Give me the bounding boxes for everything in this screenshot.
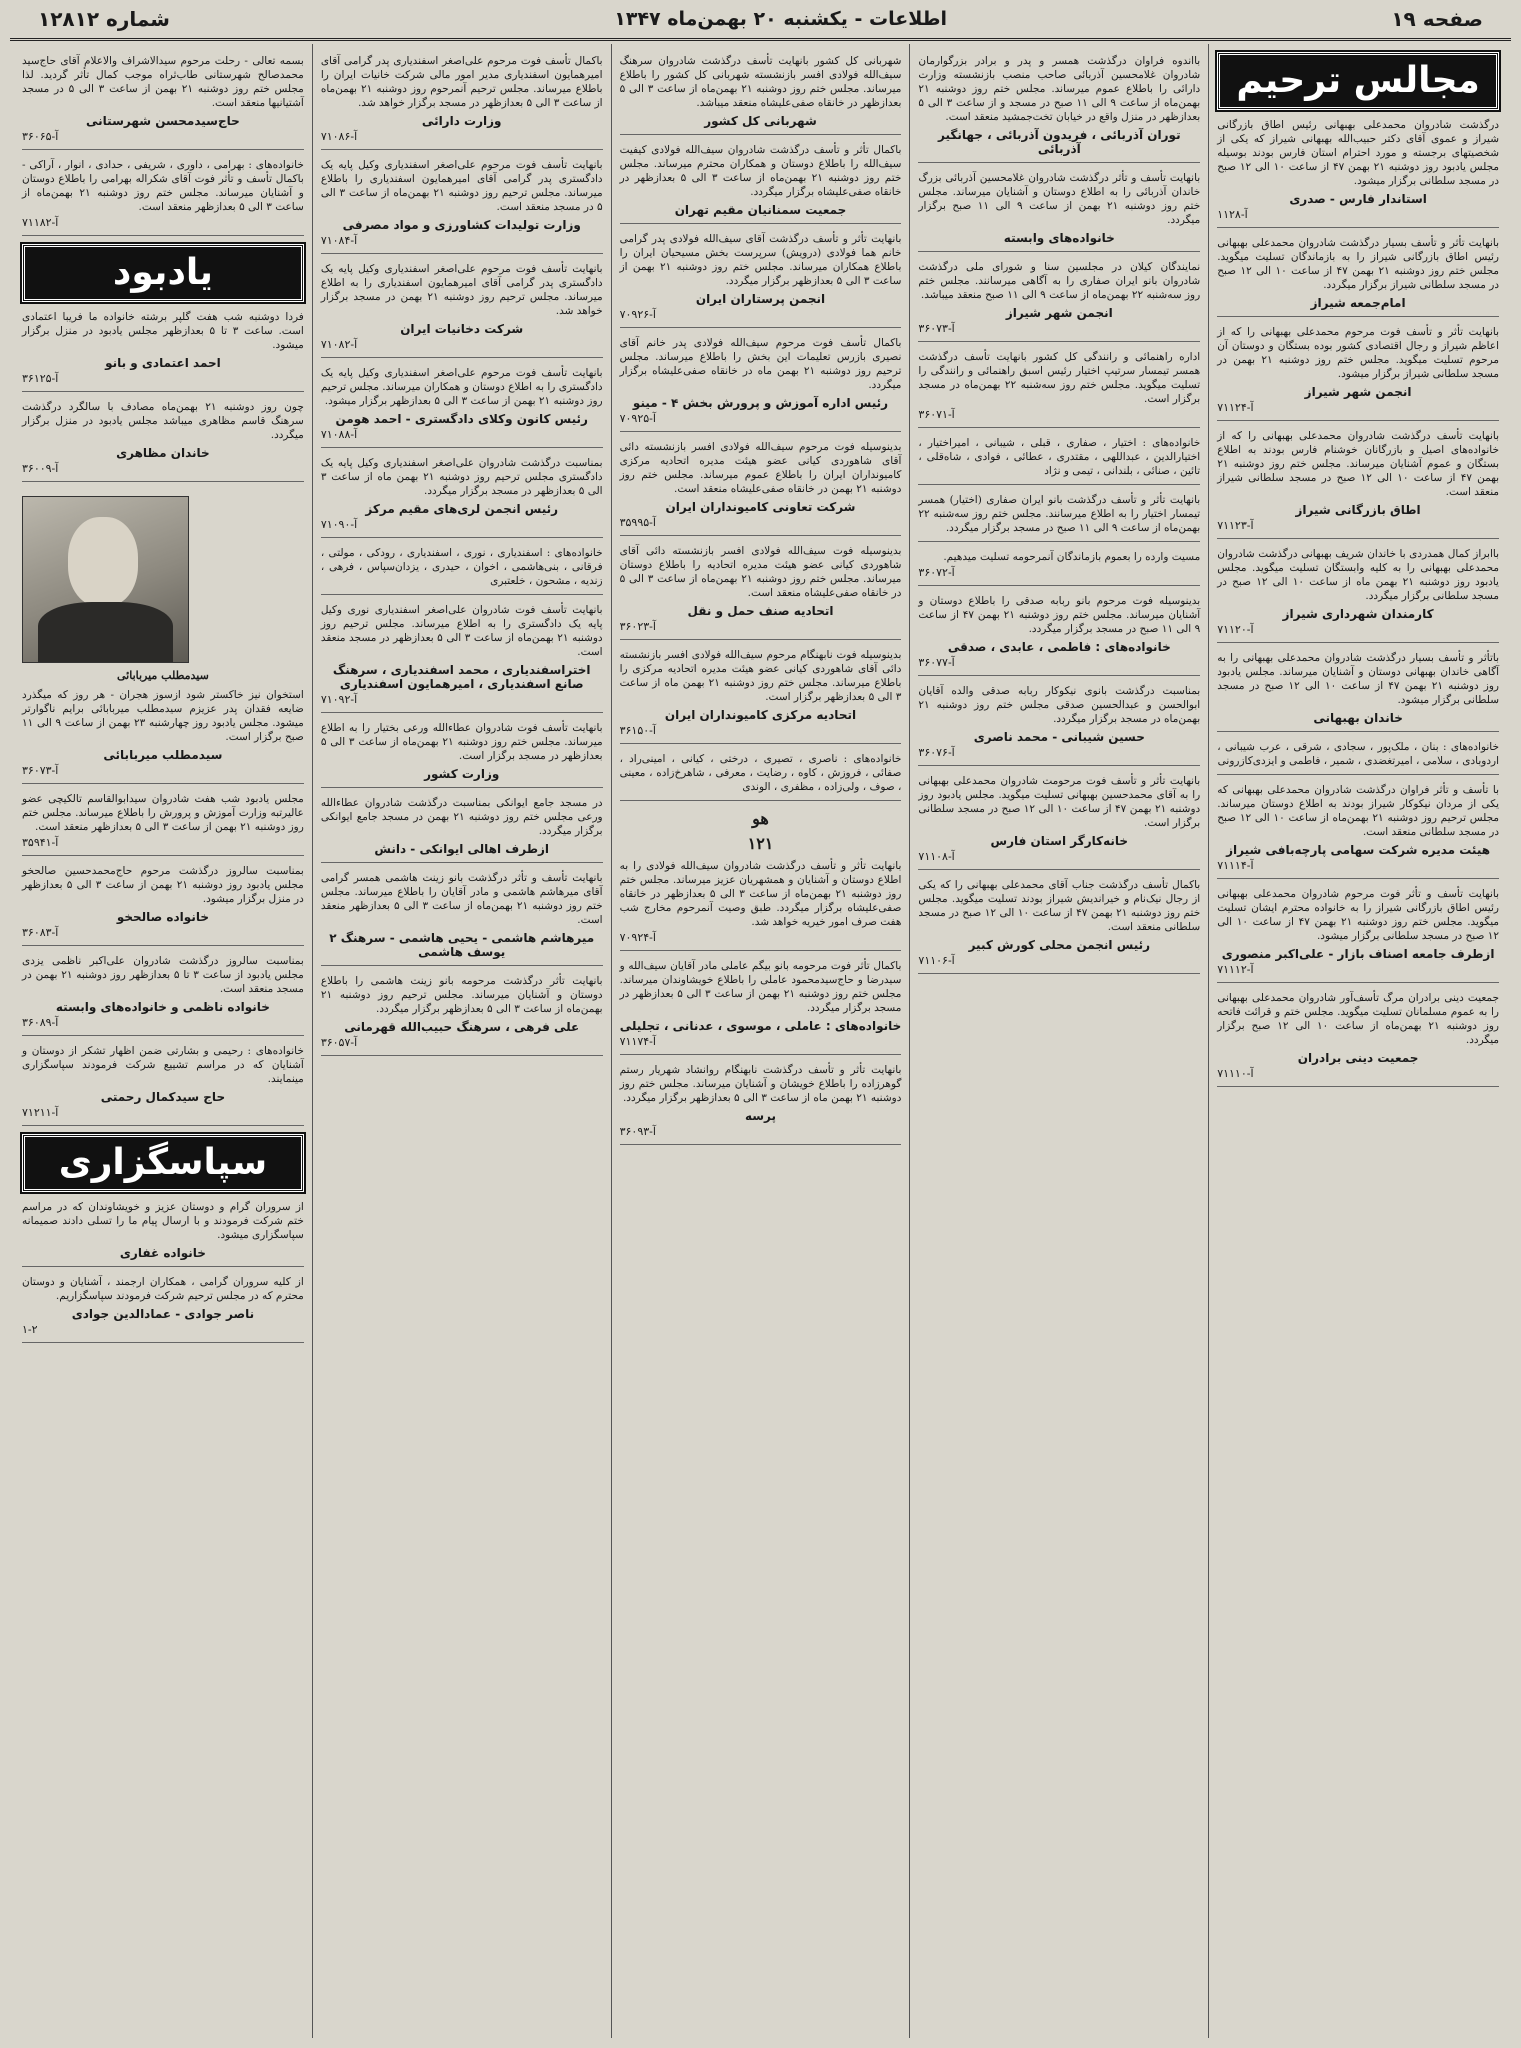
page-number: صفحه ۱۹: [1391, 7, 1483, 31]
notice-signature: شهربانی کل کشور: [704, 114, 817, 128]
notice-signature: امام‌جمعه شیراز: [1310, 296, 1406, 310]
notice: [321, 366, 603, 448]
notice-body: بانهایت تأسف و تأثر درگذشت بانو زینت هاشمی همسر گرامی آقای میرهاشم هاشمی و مادر آقایان را باطلاع میرساند. مجلس ختم روز دوشنبه ۲۱ بهمن‌ماه از ساعت ۳ الی ۵ بعدازظهر منعقد است.: [320, 872, 603, 926]
notice: [620, 648, 902, 744]
notice-body: از سروران گرام و دوستان عزیز و خویشاوندان که در مراسم ختم شرکت فرمودند و با ارسال پیام ما را تسلی دادند صمیمانه سپاسگزاری میشود.: [22, 1201, 304, 1241]
notice-code: ۳۶۰۸۳-آ: [22, 926, 59, 939]
notice-signature: انجمن پرستاران ایران: [695, 292, 826, 306]
notice: [321, 974, 603, 1056]
column-5: [14, 44, 312, 2038]
notice-body: بانهایت تأثر و تأسف درگذشت نابهنگام روانشاد شهریار رستم گوهرزاده را باطلاع خویشان و آشنایان میرساند. مجلس ختم روز دوشنبه ۲۱ بهمن ماه از ساعت ۳ الی ۵ بعدازظهر برگزار میگردد.: [619, 1064, 902, 1104]
notice-signature: رئیس کانون وکلای دادگستری - احمد هومن: [335, 412, 588, 426]
notice: [1217, 740, 1499, 775]
notice-body: بانهایت تأثر درگذشت مرحومه بانو زینت هاشمی را باطلاع دوستان و آشنایان میرساند. مجلس ترحیم روز دوشنبه ۲۱ بهمن‌ماه از ساعت ۳ الی ۵ بعدازظهر برگزار میگردد.: [320, 975, 603, 1015]
notice-body: بانهایت تأسف فوت مرحوم علی‌اصغر اسفندیاری وکیل پایه یک دادگستری را به اطلاع دوستان و همکاران میرساند. مجلس ترحیم روز دوشنبه ۲۱ بهمن از ساعت ۳ الی ۵ بعدازظهر برگزار میشود.: [320, 367, 603, 407]
notice-body: باتأثر و تأسف بسیار درگذشت شادروان محمدعلی بهبهانی را به آگاهی خاندان بهبهانی دوستان و آشنایان میرساند. مجلس یادبود روز دوشنبه ۲۱ بهمن ۴۷ از ساعت ۱۰ الی ۱۲ صبح در مسجد سلطانی برگزار میشود.: [1217, 652, 1500, 706]
notice: [321, 546, 603, 595]
notice-body: استخوان نیز خاکستر شود ازسوز هجران - هر روز که میگذرد ضایعه فقدان پدر عزیزم سیدمطلب میربابائی برایم ناگوارتر میشود. مجلس یادبود روز چهارشنبه ۲۳ بهمن از ساعت ۹ الی ۱۱ صبح برگزار است.: [22, 689, 304, 743]
notice-code: ۷۱۱۲۳-آ: [1217, 519, 1254, 532]
notice: [22, 54, 304, 150]
notice-signature: شرکت دخانیات ایران: [400, 322, 524, 336]
notice-signature: احمد اعتمادی و بانو: [105, 356, 221, 370]
page-header: [10, 0, 1511, 41]
section-title-yadbood: یادبود: [22, 244, 304, 302]
portrait-photo: [22, 496, 189, 663]
notice: [1217, 429, 1499, 539]
notice: [321, 158, 603, 254]
notice: [918, 54, 1200, 163]
notice-code: ۳۶۱۲۵-آ: [22, 372, 59, 385]
notice-body: خانواده‌های : اختیار ، صفاری ، قبلی ، شیبانی ، امیراختیار ، اختیارالدین ، عبداللهی ، مقتدری ، عطائی ، فوادی ، شاه‌قلی ، تائین ، صنائی ، بلندانی ، تیمی و نژاد: [918, 437, 1201, 477]
notice-signature: وزارت کشور: [424, 767, 500, 781]
notice-code: ۷۱۲۱۱-آ: [22, 1106, 59, 1119]
notice-signature: خانواده‌های : فاطمی ، عابدی ، صدقی: [947, 640, 1171, 654]
notice-body: بانهایت تأثر و تأسف فوت مرحوم محمدعلی بهبهانی را که از اعاظم شیراز و رجال اقتصادی کشور بوده بستگان و دوستان آن مرحوم تسلیت میگوید. مجلس ختم روز دوشنبه ۲۱ بهمن در مسجد سلطانی شیراز برگزار میشود.: [1217, 326, 1499, 380]
notice-body: باکمال تأثر فوت مرحومه بانو بیگم عاملی مادر آقایان سیف‌الله و سیدرضا و حاج‌سیدمحمود عاملی را باطلاع خویشاوندان میرساند. مجلس ختم روز دوشنبه ۲۱ بهمن از ساعت ۳ الی ۵ بعدازظهر در مسجد برگزار میگردد.: [619, 960, 902, 1014]
notice-body: جمعیت دینی برادران مرگ تأسف‌آور شادروان محمدعلی بهبهانی را به عموم مسلمانان تسلیت میگوید. مجلس ختم و قرائت فاتحه روز دوشنبه ۲۱ بهمن‌ماه از ساعت ۱۰ الی ۱۲ صبح برگزار میگردد.: [1217, 992, 1500, 1046]
notice-code: ۳۶۰۷۱-آ: [918, 408, 955, 421]
notice-body: بانهایت تأثر و تأسف درگذشت بانو ایران صفاری (اختیار) همسر تیمسار اختیار را به اطلاع میرسانند. مجلس ختم روز سه‌شنبه ۲۲ بهمن‌ماه از ساعت ۹ الی ۱۱ صبح در مسجد برگزار میگردد.: [918, 494, 1201, 534]
notice-signature: خاندان بهبهانی: [1313, 711, 1403, 725]
notice-code: ۷۱۰۸۸-آ: [320, 428, 358, 441]
column-4: [312, 44, 611, 2038]
notice-signature: استاندار فارس - صدری: [1289, 192, 1427, 206]
notice-code: ۷۱۱۱۰-آ: [1217, 1067, 1254, 1080]
notice-body: باکمال تأسف فوت مرحوم سیف‌الله فولادی پدر خانم آقای نصیری بازرس تعلیمات این بخش را باطلاع میرساند. مجلس ترحیم روز دوشنبه ۲۱ بهمن ماه در خانقاه صفی‌علیشاه برگزار میگردد.: [619, 337, 902, 391]
notice-body: بمناسبت درگذشت بانوی نیکوکار ربابه صدقی والده آقایان ابوالحسن و عبدالحسین صدقی مجلس ختم روز دوشنبه ۲۱ بهمن‌ماه در مسجد برگزار میگردد.: [918, 685, 1201, 725]
notice-body: بانهایت تأسف و تأثر درگذشت شادروان غلامحسین آذربائی بزرگ خاندان آذربائی را به اطلاع دوستان و آشنایان میرساند. مجلس ختم روز دوشنبه ۲۱ بهمن از ساعت ۹ الی ۱۱ صبح برگزار میگردد.: [918, 172, 1201, 226]
notice-body: مسیت وارده را بعموم بازماندگان آنمرحومه تسلیت میدهیم.: [943, 551, 1201, 563]
notice-signature: خانه‌کارگر استان فارس: [990, 834, 1129, 848]
notice-body: بدینوسیله فوت سیف‌الله فولادی افسر بازنشسته دائی آقای شاهوردی کیانی عضو هیئت مدیره اتحادیه را باطلاع دوستان میرساند. مجلس ختم روز دوشنبه ۲۱ بهمن‌ماه از ساعت ۳ الی ۵ در خانقاه صفی‌علیشاه منعقد است.: [619, 545, 902, 599]
notice: [918, 550, 1200, 586]
notice-code: ۷۱۰۹۲-آ: [320, 693, 358, 706]
notice-signature: انجمن شهر شیراز: [1304, 385, 1412, 399]
notice: [22, 1200, 304, 1267]
notice-code: ۱۱۲۸-آ: [1217, 208, 1248, 221]
notice-signature: رئیس انجمن محلی کورش کبیر: [968, 938, 1151, 952]
notice-body: بمناسبت سالروز درگذشت شادروان علی‌اکبر ناظمی یزدی مجلس یادبود از ساعت ۳ تا ۵ بعدازظهر روز دوشنبه ۲۱ بهمن در مسجد منعقد است.: [22, 955, 304, 995]
notice-body: باکمال تأسف فوت مرحوم علی‌اصغر اسفندیاری پدر گرامی آقای امیرهمایون اسفندیاری مدیر امور مالی شرکت خانیات ایران را باطلاع میرساند. مجلس ترحیم آنمرحوم روز دوشنبه ۲۱ بهمن‌ماه از ساعت ۳ الی ۵ بعدازظهر در مسجد برگزار خواهد شد.: [320, 55, 603, 109]
notice-body: بااندوه فراوان درگذشت همسر و پدر و برادر بزرگوارمان شادروان غلامحسین آذربائی صاحب منصب بازنشسته وزارت دارائی را باطلاع عموم میرساند. مجلس ختم روز دوشنبه ۲۱ بهمن‌ماه از ساعت ۹ الی ۱۱ صبح در مسجد و از ساعت ۳ الی ۵ بعدازظهر در منزل واقع در خیابان تخت‌جمشید منعقد است.: [918, 55, 1201, 123]
portrait-suit: [38, 602, 173, 662]
notice-body: در مسجد جامع ایوانکی بمناسبت درگذشت شادروان عطاءالله ورعی مجلس ختم روز دوشنبه ۲۱ بهمن در مسجد جامع ایوانکی برگزار میگردد.: [320, 797, 603, 837]
notice-code: ۳۶۰۰۹-آ: [22, 462, 59, 475]
notice: [321, 54, 603, 150]
notice-code: ۳۶۰۷۶-آ: [918, 746, 955, 759]
notice-code: ۳۶۱۵۰-آ: [619, 724, 656, 737]
notice-signature: خانواده‌های وابسته: [1003, 231, 1115, 245]
notice-body: بانهایت تأسف فوت مرحوم علی‌اصغر اسفندیاری وکیل پایه یک دادگستری پدر گرامی آقای امیرهمایون اسفندیاری را باطلاع میرساند. مجلس ترحیم روز دوشنبه ۲۱ بهمن‌ماه از ساعت ۳ الی ۵ در مسجد منعقد است.: [320, 159, 603, 213]
notice-signature: اطاق بازرگانی شیراز: [1295, 503, 1421, 517]
notice: [321, 871, 603, 966]
notice-code: ۷۰۹۲۴-آ: [619, 931, 656, 944]
notice-body: باکمال تأثر و تأسف درگذشت شادروان سیف‌الله فولادی کیفیت سیف‌الله را باطلاع دوستان و همکاران محترم میرساند. مجلس ختم روز دوشنبه ۲۱ بهمن‌ماه از ساعت ۳ الی ۵ بعدازظهر در خانقاه صفی‌علیشاه برگزار میگردد.: [619, 144, 902, 198]
notice-body: بانهایت تأثر و تأسف بسیار درگذشت شادروان محمدعلی بهبهانی رئیس اطاق بازرگانی شیراز را به بازماندگان تسلیت میگوید. مجلس ختم روز دوشنبه ۲۱ بهمن ۴۷ از ساعت ۱۰ الی ۱۲ صبح در مسجد سلطانی شیراز برگزار میگردد.: [1217, 237, 1499, 291]
columns: [14, 44, 1507, 2038]
notice-signature: اختراسفندیاری ، محمد اسفندیاری ، سرهنگ صانع اسفندیاری ، امیرهمایون اسفندیاری: [332, 663, 591, 691]
column-2: [909, 44, 1208, 2038]
notice-signature: شرکت تعاونی کامیونداران ایران: [665, 500, 856, 514]
notice: [918, 684, 1200, 766]
notice: [620, 752, 902, 801]
column-3: [611, 44, 910, 2038]
notice: [1217, 118, 1499, 228]
notice-body: بدینوسیله فوت مرحوم سیف‌الله فولادی افسر بازنشسته دائی آقای شاهوردی کیانی عضو هیئت مدیره اتحادیه مرکزی کامیونداران ایران را باطلاع عموم میرساند. مجلس ختم روز دوشنبه ۲۱ بهمن در خانقاه صفی‌علیشاه منعقد است.: [619, 441, 902, 495]
notice: [321, 456, 603, 538]
notice-body: خانواده‌های : بنان ، ملک‌پور ، سجادی ، شرقی ، عرب شیبانی ، اردوبادی ، سلامی ، امیرتغضدی ، شمیر ، فاطمی و ایزدی‌کازرونی: [1217, 741, 1499, 767]
notice: [1217, 547, 1499, 643]
notice: [321, 603, 603, 713]
notice: [22, 688, 304, 784]
notice-body: باکمال تأسف درگذشت جناب آقای محمدعلی بهبهانی را که یکی از رجال نیک‌نام و خیراندیش شیراز بودند تسلیت میگوید. مجلس ختم روز دوشنبه ۲۱ بهمن ۴۷ از ساعت ۱۰ الی ۱۲ صبح در مسجد سلطانی منعقد است.: [918, 879, 1201, 933]
notice: [620, 336, 902, 432]
column-1: [1208, 44, 1507, 2038]
notice-signature: توران آذربائی ، فریدون آذربائی ، جهانگیر آذربائی: [938, 128, 1181, 156]
notice: [918, 260, 1200, 342]
notice-body: مجلس یادبود شب هفت شادروان سیدابوالقاسم تالکیچی عضو عالیرتبه وزارت آموزش و پرورش را باطلاع میرساند. مجلس ختم روز دوشنبه ۲۱ بهمن از ساعت ۳ الی ۵ بعدازظهر منعقد است.: [22, 793, 304, 833]
notice-code: ۷۱۰۹۰-آ: [320, 518, 358, 531]
notice-body: بانهایت تأثر و تأسف درگذشت آقای سیف‌الله فولادی پدر گرامی خانم هما فولادی (درویش) سرپرست بخش مسیحیان ایران را باطلاع همکاران میرساند. مجلس ختم روز دوشنبه ۲۱ بهمن از ساعت ۳ الی ۵ بعدازظهر برگزار میگردد.: [619, 233, 902, 287]
notice-code: ۷۱۱۸۲-آ: [22, 216, 59, 229]
notice-signature: خانواده‌های : عاملی ، موسوی ، عدنانی ، تجلیلی: [619, 1019, 902, 1033]
notice-signature: حاج سیدکمال رحمتی: [100, 1090, 226, 1104]
notice: [918, 594, 1200, 676]
notice-code: ۳۶۰۵۷-آ: [320, 1036, 358, 1049]
notice-body: بانهایت تأسف درگذشت شادروان محمدعلی بهبهانی را که از خانواده‌های اصیل و بازرگانان خوشنام فارس بودند به اطلاع بستگان و عموم آشنایان میرساند. مجلس ختم روز دوشنبه ۲۱ بهمن ۴۷ از ساعت ۱۰ الی ۱۲ صبح در مسجد سلطانی شیراز منعقد است.: [1217, 430, 1500, 498]
invocation-heading: هو: [752, 809, 769, 828]
notice: [1217, 651, 1499, 732]
notice-code: ۷۱۱۲۴-آ: [1217, 401, 1254, 414]
notice-body: خانواده‌های : بهرامی ، داوری ، شریفی ، حدادی ، انوار ، آراکی - باکمال تأسف و تأثر فوت آقای شکراله بهرامی را باطلاع دوستان و آشنایان میرساند. مجلس ختم روز دوشنبه ۲۱ بهمن‌ماه از ساعت ۳ الی ۵ بعدازظهر منعقد است.: [22, 159, 304, 213]
notice-body: باابراز کمال همدردی با خاندان شریف بهبهانی درگذشت شادروان محمدعلی بهبهانی را به کلیه وابستگان تسلیت میگوید. مجلس یادبود روز دوشنبه ۲۱ بهمن ماه از ساعت ۱۰ الی ۱۲ صبح در مسجد سلطانی برگزار میگردد.: [1217, 548, 1499, 602]
notice-code: ۱-۲: [22, 1323, 38, 1336]
notice-code: ۳۶۰۷۲-آ: [918, 566, 955, 579]
notice: [620, 859, 902, 951]
notice-body: اداره راهنمائی و رانندگی کل کشور بانهایت تأسف درگذشت همسر تیمسار سرتیپ اختیار رئیس اسبق راهنمائی و رانندگی را تسلیت میگوید. مجلس ختم روز سه‌شنبه ۲۲ بهمن‌ماه در مسجد برگزار است.: [918, 351, 1201, 405]
portrait-head: [68, 517, 138, 607]
notice: [321, 796, 603, 863]
notice-signature: انجمن شهر شیراز: [1005, 306, 1113, 320]
notice: [22, 310, 304, 392]
notice-body: بدینوسیله فوت مرحوم بانو ربابه صدقی را باطلاع دوستان و آشنایان میرساند. مجلس ختم روز دوشنبه ۲۱ بهمن ۴۷ از ساعت ۹ الی ۱۱ صبح در مسجد برگزار میگردد.: [918, 595, 1201, 635]
notice-signature: سیدمطلب میربابائی: [103, 748, 223, 762]
notice-code: ۷۱۰۸۶-آ: [320, 130, 358, 143]
notice: [22, 1044, 304, 1126]
notice-body: از کلیه سروران گرامی ، همکاران ارجمند ، آشنایان و دوستان محترم که در مجلس ترحیم شرکت فرمودند سپاسگزاریم.: [22, 1276, 304, 1302]
notice-signature: ناصر جوادی - عمادالدین جوادی: [71, 1307, 255, 1321]
notice-code: ۷۱۰۸۲-آ: [320, 338, 358, 351]
notice-body: خانواده‌های : رحیمی و بشارتی ضمن اظهار تشکر از دوستان و آشنایان که در مراسم تشییع شرکت فرمودند سپاسگزاری مینمایند.: [22, 1045, 304, 1085]
notice-signature: حسین شیبانی - محمد ناصری: [973, 730, 1145, 744]
invocation-number: ۱۲۱: [747, 834, 774, 853]
notice-code: ۷۱۱۰۶-آ: [918, 954, 955, 967]
notice-code: ۳۶۰۷۳-آ: [918, 322, 955, 335]
notice: [620, 143, 902, 224]
notice-signature: جمعیت دینی برادران: [1297, 1051, 1419, 1065]
notice-body: بمناسبت درگذشت شادروان علی‌اصغر اسفندیاری وکیل پایه یک دادگستری مجلس ترحیم روز دوشنبه ۲۱ بهمن ماه از ساعت ۳ الی ۵ بعدازظهر در مسجد برگزار میگردد.: [320, 457, 603, 497]
notice: [918, 436, 1200, 485]
publication-date: اطلاعات - یکشنبه ۲۰ بهمن‌ماه ۱۳۴۷: [614, 8, 948, 30]
notice: [321, 262, 603, 358]
notice-body: بمناسبت سالروز درگذشت مرحوم حاج‌محمدحسین صالحخو مجلس یادبود روز دوشنبه ۲۱ بهمن از ساعت ۳ الی ۵ بعدازظهر در منزل برگزار میشود.: [22, 865, 304, 905]
notice: [620, 959, 902, 1055]
notice-code: ۷۱۱۱۲-آ: [1217, 963, 1254, 976]
notice-code: ۳۶۰۶۵-آ: [22, 130, 59, 143]
notice-body: بانهایت تأسف فوت شادروان عطاءالله ورعی بختیار را به اطلاع میرساند. مجلس ختم روز دوشنبه ۲۱ بهمن‌ماه از ساعت ۳ الی ۵ بعدازظهر در مسجد برگزار است.: [320, 722, 603, 762]
notice-code: ۷۱۱۷۴-آ: [619, 1035, 656, 1048]
notice-body: با تأسف و تأثر فراوان درگذشت شادروان محمدعلی بهبهانی که یکی از مردان نیکوکار شیراز بودند به اطلاع دوستان میرساند. مجلس ترحیم روز دوشنبه ۲۱ بهمن‌ماه از ساعت ۱۰ الی ۱۲ صبح در مسجد سلطانی منعقد است.: [1217, 784, 1500, 838]
notice-body: بدینوسیله فوت نابهنگام مرحوم سیف‌الله فولادی افسر بازنشسته دائی آقای شاهوردی کیانی عضو هیئت مدیره اتحادیه مرکزی را باطلاع میرساند. مجلس ختم روز دوشنبه ۲۱ بهمن ماه از ساعت ۳ الی ۵ بعدازظهر برگزار است.: [619, 649, 902, 703]
notice-body: خانواده‌های : اسفندیاری ، نوری ، اسفندیاری ، رودکی ، مولتی ، فرقانی ، بنی‌هاشمی ، اخوان ، حیدری ، یزدان‌سپاس ، فرهی ، زندیه ، مشحون ، خلعتبری: [320, 547, 603, 587]
notice-body: فردا دوشنبه شب هفت گلپر برشته خانواده ما فریبا اعتمادی است. ساعت ۳ تا ۵ بعدازظهر مجلس یادبود در منزل برگزار میشود.: [22, 311, 304, 351]
notice-body: شهربانی کل کشور بانهایت تأسف درگذشت شادروان سرهنگ سیف‌الله فولادی افسر بازنشسته شهربانی کل کشور را باطلاع میرساند. مجلس ختم روز دوشنبه ۲۱ بهمن‌ماه از ساعت ۳ الی ۵ بعدازظهر در خانقاه صفی‌علیشاه منعقد میباشد.: [619, 55, 902, 109]
notice-signature: رئیس اداره آموزش و پرورش بخش ۴ - مینو: [632, 396, 889, 410]
notice: [620, 440, 902, 536]
notice: [1217, 887, 1499, 983]
notice-signature: اتحادیه مرکزی کامیونداران ایران: [664, 708, 857, 722]
section-title-sepas: سپاسگزاری: [22, 1134, 304, 1192]
portrait-caption: سیدمطلب میربابائی: [116, 669, 209, 682]
notice-signature: میرهاشم هاشمی - یحیی هاشمی - سرهنگ ۲ یوسف هاشمی: [329, 931, 595, 959]
notice-signature: کارمندان شهرداری شیراز: [1282, 607, 1434, 621]
notice: [1217, 991, 1499, 1087]
notice-signature: رئیس انجمن لری‌های مقیم مرکز: [365, 502, 559, 516]
notice: [22, 158, 304, 236]
notice: [22, 864, 304, 946]
notice-body: بانهایت تأسف فوت مرحوم علی‌اصغر اسفندیاری وکیل پایه یک دادگستری پدر گرامی آقای امیرهمایون اسفندیاری را به اطلاع میرساند. مجلس ترحیم روز دوشنبه ۲۱ بهمن در مسجد برگزار خواهد شد.: [320, 263, 603, 317]
notice-code: ۳۶۰۷۳-آ: [22, 764, 59, 777]
notice-signature: ازطرف جامعه اصناف بازار - علی‌اکبر منصوری: [1221, 947, 1495, 961]
notice: [22, 954, 304, 1036]
notice-code: ۳۶۰۹۳-آ: [619, 1125, 656, 1138]
notice-code: ۷۰۹۲۶-آ: [619, 308, 656, 321]
notice: [918, 493, 1200, 542]
notice: [918, 350, 1200, 428]
issue-number: شماره ۱۲۸۱۲: [38, 7, 170, 31]
notice-code: ۳۶۰۷۷-آ: [918, 656, 955, 669]
notice-body: بانهایت تأسف و تأثر فوت مرحوم شادروان محمدعلی بهبهانی رئیس اطاق بازرگانی شیراز را به خانواده محترم ایشان تسلیت میگوید. مجلس ختم روز دوشنبه ۲۱ بهمن ۴۷ از ساعت ۱۰ الی ۱۲ صبح در مسجد سلطانی برگزار میشود.: [1217, 888, 1499, 942]
notice-signature: هیئت مدیره شرکت سهامی پارچه‌بافی شیراز: [1226, 843, 1491, 857]
notice-code: ۳۶۰۸۹-آ: [22, 1016, 59, 1029]
notice-body: بانهایت تأثر و تأسف درگذشت شادروان سیف‌الله فولادی را به اطلاع دوستان و آشنایان و همشهریان عزیز میرساند. مجلس ختم روز دوشنبه ۲۱ بهمن‌ماه از ساعت ۳ الی ۵ بعدازظهر در خانقاه صفی‌علیشاه برگزار میگردد. طبق وصیت آنمرحوم مخارج شب هفت صرف امور خیریه خواهد شد.: [619, 860, 902, 928]
notice-code: ۷۱۱۰۸-آ: [918, 850, 955, 863]
notice: [620, 1063, 902, 1145]
notice-code: ۳۵۹۴۱-آ: [22, 836, 59, 849]
notice-code: ۳۶۰۲۳-آ: [619, 620, 656, 633]
notice: [321, 721, 603, 788]
notice-code: ۳۵۹۹۵-آ: [619, 516, 656, 529]
notice-body: درگذشت شادروان محمدعلی بهبهانی رئیس اطاق بازرگانی شیراز و عموی آقای دکتر حبیب‌الله بهبهانی شیراز که یکی از شخصیتهای برجسته و مورد احترام استان فارس بودند بوسیله مجلس یادبود روز دوشنبه ۲۱ بهمن ۴۷ از ساعت ۱۰ الی ۱۲ صبح در مسجد سلطانی برگزار میشود.: [1217, 119, 1499, 187]
notice: [620, 54, 902, 135]
notice: [1217, 783, 1499, 879]
notice-signature: وزارت دارائی: [421, 114, 502, 128]
notice-body: خانواده‌های : ناصری ، تصیری ، درختی ، کیانی ، امینی‌راد ، صفائی ، فروزش ، کاوه ، رضایت ، معرفی ، شاهرخ‌زاده ، معینی ، صوف ، ولی‌زاده ، مظفری ، الوندی: [619, 753, 902, 793]
notice: [1217, 325, 1499, 421]
notice-signature: خانواده صالحخو: [116, 910, 209, 924]
notice: [22, 400, 304, 482]
section-title-majales: مجالس ترحیم: [1217, 52, 1499, 110]
notice-body: بانهایت تأسف فوت شادروان علی‌اصغر اسفندیاری نوری وکیل پایه یک دادگستری را به اطلاع میرساند. مجلس ترحیم روز دوشنبه ۲۱ بهمن‌ماه از ساعت ۳ الی ۵ بعدازظهر در مسجد منعقد است.: [320, 604, 603, 658]
notice-signature: خاندان مظاهری: [116, 446, 210, 460]
notice: [918, 878, 1200, 974]
notice-body: چون روز دوشنبه ۲۱ بهمن‌ماه مصادف با سالگرد درگذشت سرهنگ قاسم مظاهری میباشد مجلس یادبود در منزل برگزار میگردد.: [22, 401, 304, 441]
notice-signature: جمعیت سمنانیان مقیم تهران: [674, 203, 847, 217]
notice: [620, 232, 902, 328]
notice-code: ۷۱۱۱۴-آ: [1217, 859, 1254, 872]
notice-signature: اتحادیه صنف حمل و نقل: [687, 604, 834, 618]
notice-code: ۷۰۹۲۵-آ: [619, 412, 656, 425]
notice: [22, 792, 304, 856]
notice-signature: خانواده غفاری: [119, 1246, 206, 1260]
notice-code: ۷۱۱۲۰-آ: [1217, 623, 1254, 636]
notice-signature: خانواده ناظمی و خانواده‌های وابسته: [55, 1000, 270, 1014]
notice-signature: وزارت تولیدات کشاورزی و مواد مصرفی: [342, 218, 581, 232]
notice-body: نمایندگان کیلان در مجلسین سنا و شورای ملی درگذشت شادروان بانو ایران صفاری را به آگاهی میرسانند. مجلس ختم روز سه‌شنبه ۲۲ بهمن‌ماه از ساعت ۹ الی ۱۱ صبح منعقد میباشد.: [918, 261, 1201, 301]
notice: [918, 171, 1200, 252]
notice-signature: پرسه: [744, 1109, 777, 1123]
notice: [1217, 236, 1499, 317]
notice-body: بسمه تعالی - رحلت مرحوم سیدالاشراف والاعلام آقای حاج‌سید محمدصالح شهرستانی طاب‌ثراه موجب کمال تأثر گردید. لذا مجلس ختم روز دوشنبه ۲۱ بهمن از ساعت ۳ الی ۵ در مسجد آشتیانیها منعقد است.: [22, 55, 304, 109]
notice-signature: حاج‌سیدمحسن شهرستانی: [86, 114, 240, 128]
notice-signature: ازطرف اهالی ایوانکی - دانش: [374, 842, 550, 856]
notice: [918, 774, 1200, 870]
notice-signature: علی فرهی ، سرهنگ حبیب‌الله قهرمانی: [344, 1020, 580, 1034]
notice: [620, 544, 902, 640]
notice: [22, 1275, 304, 1343]
notice-code: ۷۱۰۸۴-آ: [320, 234, 358, 247]
notice-body: بانهایت تأثر و تأسف فوت مرحومت شادروان محمدعلی بهبهانی را به آقای محمدحسین بهبهانی تسلیت میگوید. مجلس یادبود روز دوشنبه ۲۱ بهمن ۴۷ از ساعت ۱۰ الی ۱۲ صبح در مسجد سلطانی برگزار است.: [918, 775, 1201, 829]
